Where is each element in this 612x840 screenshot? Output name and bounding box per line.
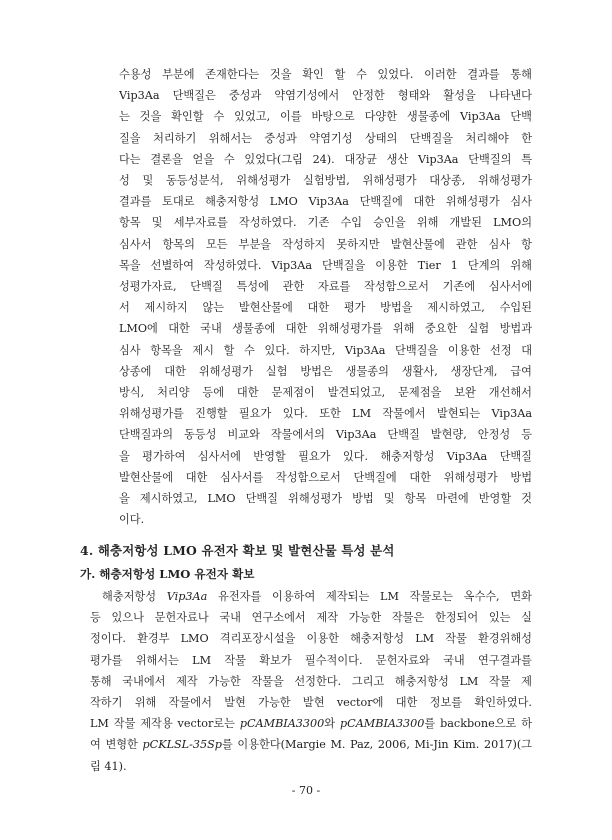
paragraph-line: 심사서 항목의 모든 부분을 작성하지 못하지만 발현산물에 관한 심사 항	[119, 237, 532, 251]
paragraph-line: 목을 선별하여 작성하였다. Vip3Aa 단백질을 이용한 Tier 1 단계의 위해	[119, 258, 532, 272]
paragraph-line: Vip3Aa 단백질은 중성과 약염기성에서 안정한 형태와 활성을 나타낸다	[119, 89, 532, 103]
paragraph-line: 항목 및 세부자료를 작성하였다. 기존 수입 승인을 위해 개발된 LMO의	[119, 216, 532, 230]
paragraph-line: 방식, 처리양 등에 대한 문제점이 발견되었고, 문제점을 보완 개선해서	[119, 386, 532, 400]
paragraph-line: 을 제시하였고, LMO 단백질 위해성평가 방법 및 항목 마련에 반영할 것	[119, 492, 532, 506]
body-paragraph-2	[90, 586, 532, 777]
paragraph-line: LM 작물 제작용 vector로는 pCAMBIA3300와 pCAMBIA3300를 backbone으로 하	[90, 717, 532, 731]
paragraph-line: 성 및 동등성분석, 위해성평가 실험방법, 위해성평가 대상종, 위해성평가	[119, 174, 532, 188]
paragraph-line: 정이다. 환경부 LMO 격리포장시설을 이용한 해충저항성 LM 작물 환경위해성	[90, 632, 532, 646]
section-heading: 4. 해충저항성 LMO 유전자 확보 및 발현산물 특성 분석	[80, 543, 395, 558]
paragraph-line: 림 41).	[90, 759, 127, 773]
paragraph-line: 심사 항목을 제시 할 수 있다. 하지만, Vip3Aa 단백질을 이용한 선정 대	[119, 343, 532, 357]
paragraph-line: 해충저항성 Vip3Aa 유전자를 이용하여 제작되는 LM 작물로는 옥수수, 면화	[102, 590, 532, 603]
paragraph-line: 는 것을 확인할 수 있었고, 이를 바탕으로 다양한 생물종에 Vip3Aa 단백	[119, 110, 532, 124]
paragraph-line: 위해성평가를 진행할 필요가 있다. 또한 LM 작물에서 발현되는 Vip3Aa	[119, 407, 532, 421]
paragraph-line: 단백질과의 동등성 비교와 작물에서의 Vip3Aa 단백질 발현량, 안정성 등	[119, 428, 532, 442]
body-paragraph-1	[119, 64, 532, 530]
paragraph-line: 질을 처리하기 위해서는 중성과 약염기성 상태의 단백질을 처리해야 한	[119, 131, 532, 145]
paragraph-line: 다는 결론을 얻을 수 있었다(그림 24). 대장균 생산 Vip3Aa 단백질의 특	[119, 152, 532, 166]
paragraph-line: 수용성 부분에 존재한다는 것을 확인 할 수 있었다. 이러한 결과를 통해	[119, 68, 532, 81]
gene-name-italic: Vip3Aa	[166, 590, 208, 603]
page-number: - 70 -	[291, 784, 321, 797]
vector-name-italic: pCKLSL-35Sp	[142, 738, 222, 752]
paragraph-line: 등 있으나 문헌자료나 국내 연구소에서 제작 가능한 작물은 한정되어 있는 실	[90, 611, 532, 625]
vector-name-italic: pCAMBIA3300	[239, 717, 325, 731]
paragraph-line: 이다.	[119, 513, 145, 527]
paragraph-line: 서 제시하지 않는 발현산물에 대한 평가 방법을 제시하였고, 수입된	[119, 301, 532, 315]
subsection-heading: 가. 해충저항성 LMO 유전자 확보	[80, 567, 255, 581]
vector-name-italic: pCAMBIA3300	[339, 717, 425, 731]
paragraph-line: 상종에 대한 위해성평가 실험 방법은 생물종의 생활사, 생장단계, 급여	[119, 364, 532, 378]
paragraph-line: 을 평가하여 심사서에 반영할 필요가 있다. 해충저항성 Vip3Aa 단백질	[119, 449, 532, 463]
paragraph-line: 성평가자료, 단백질 특성에 관한 자료를 작성함으로서 기존에 심사서에	[119, 280, 532, 294]
paragraph-line: 결과를 토대로 해충저항성 LMO Vip3Aa 단백질에 대한 위해성평가 심사	[119, 195, 532, 209]
paragraph-line: LMO에 대한 국내 생물종에 대한 위해성평가를 위해 중요한 실험 방법과	[119, 322, 532, 336]
paragraph-line: 평가를 위해서는 LM 작물 확보가 필수적이다. 문헌자료와 국내 연구결과를	[90, 653, 532, 667]
paragraph-line: 여 변형한 pCKLSL-35Sp를 이용한다(Margie M. Paz, 2006, Mi-Jin Kim. 2017)(그	[90, 738, 532, 752]
paragraph-line: 발현산물에 대한 심사서를 작성함으로서 단백질에 대한 위해성평가 방법	[119, 470, 532, 484]
paragraph-line: 작하기 위해 작물에서 발현 가능한 발현 vector에 대한 정보를 확인하였다.	[90, 696, 532, 710]
paragraph-line: 통해 국내에서 제작 가능한 작물을 선정한다. 그리고 해충저항성 LM 작물 제	[90, 674, 532, 688]
